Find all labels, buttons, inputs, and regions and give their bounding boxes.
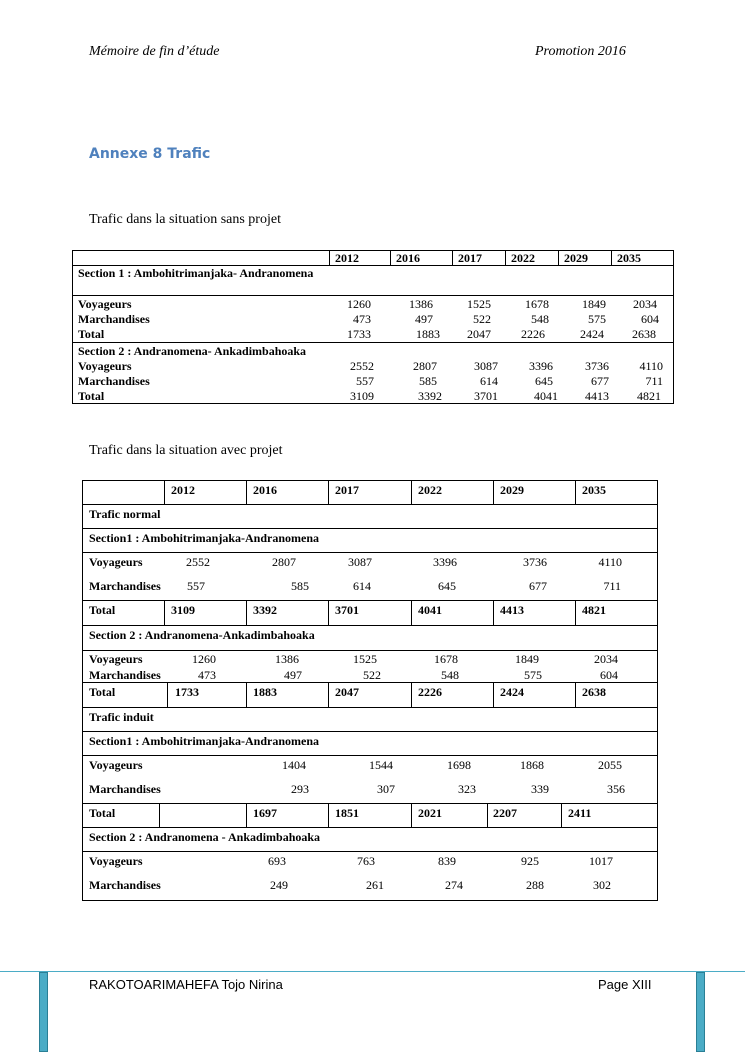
t1-cell: 2226 xyxy=(521,327,545,341)
t2-year: 2017 xyxy=(335,483,359,497)
t1-cell: 4041 xyxy=(534,389,558,403)
t1-row-label: Voyageurs xyxy=(78,359,132,373)
t2-cell: 288 xyxy=(526,878,544,892)
t2-cell: 2047 xyxy=(335,685,359,699)
t2-year: 2035 xyxy=(582,483,606,497)
t2-cell: 1883 xyxy=(253,685,277,699)
t1-cell: 2807 xyxy=(413,359,437,373)
t1-year: 2017 xyxy=(458,251,482,265)
t1-cell: 2552 xyxy=(350,359,374,373)
t1-row-label: Total xyxy=(78,327,105,341)
t2-row-label: Total xyxy=(89,806,116,820)
t2-cell: 711 xyxy=(603,579,621,593)
t1-cell: 3087 xyxy=(474,359,498,373)
t1-section1-title: Section 1 : Ambohitrimanjaka- Andranomena xyxy=(78,266,314,280)
t1-section2-title: Section 2 : Andranomena- Ankadimbahoaka xyxy=(78,344,307,358)
t2-year: 2016 xyxy=(253,483,277,497)
t2-n-s1-title: Section1 : Ambohitrimanjaka-Andranomena xyxy=(89,531,320,545)
footer-right-bar xyxy=(696,972,705,1052)
t2-n-s2-title: Section 2 : Andranomena-Ankadimbahoaka xyxy=(89,628,315,642)
t2-cell: 839 xyxy=(438,854,456,868)
t1-cell: 522 xyxy=(473,312,491,326)
t2-cell: 1525 xyxy=(353,652,377,666)
t2-year: 2012 xyxy=(171,483,195,497)
t2-cell: 604 xyxy=(600,668,618,682)
t1-cell: 3109 xyxy=(350,389,374,403)
t2-cell: 307 xyxy=(377,782,395,796)
t2-row-label: Marchandises xyxy=(89,782,161,796)
t2-normal-title: Trafic normal xyxy=(89,507,161,521)
t1-cell: 585 xyxy=(419,374,437,388)
t2-cell: 2021 xyxy=(418,806,442,820)
t2-cell: 3701 xyxy=(335,603,359,617)
t2-cell: 585 xyxy=(291,579,309,593)
t1-year: 2022 xyxy=(511,251,535,265)
t2-cell: 1544 xyxy=(369,758,393,772)
t2-cell: 2424 xyxy=(500,685,524,699)
t1-row-label: Marchandises xyxy=(78,374,150,388)
t1-cell: 1525 xyxy=(467,297,491,311)
t1-cell: 1733 xyxy=(347,327,371,341)
t1-cell: 575 xyxy=(588,312,606,326)
t2-cell: 1386 xyxy=(275,652,299,666)
t2-cell: 2411 xyxy=(568,806,592,820)
t1-cell: 4110 xyxy=(639,359,663,373)
t2-cell: 473 xyxy=(198,668,216,682)
header-left: Mémoire de fin d’étude xyxy=(89,44,220,59)
t2-cell: 3087 xyxy=(348,555,372,569)
footer-author: RAKOTOARIMAHEFA Tojo Nirina xyxy=(89,977,283,992)
t2-cell: 1404 xyxy=(282,758,306,772)
t1-cell: 2424 xyxy=(580,327,604,341)
t1-cell: 3701 xyxy=(474,389,498,403)
t2-cell: 925 xyxy=(521,854,539,868)
t1-cell: 614 xyxy=(480,374,498,388)
t2-cell: 2055 xyxy=(598,758,622,772)
t2-cell: 3396 xyxy=(433,555,457,569)
table2-caption: Trafic dans la situation avec projet xyxy=(89,443,283,458)
t2-cell: 575 xyxy=(524,668,542,682)
t1-row-label: Voyageurs xyxy=(78,297,132,311)
t2-cell: 3736 xyxy=(523,555,547,569)
t1-cell: 2638 xyxy=(632,327,656,341)
t2-row-label: Voyageurs xyxy=(89,652,143,666)
t2-row-label: Voyageurs xyxy=(89,854,143,868)
t2-row-label: Voyageurs xyxy=(89,555,143,569)
t2-cell: 3392 xyxy=(253,603,277,617)
t1-cell: 2047 xyxy=(467,327,491,341)
t2-cell: 249 xyxy=(270,878,288,892)
t1-cell: 2034 xyxy=(633,297,657,311)
t2-year: 2029 xyxy=(500,483,524,497)
t1-cell: 3736 xyxy=(585,359,609,373)
t1-cell: 1849 xyxy=(582,297,606,311)
t1-year: 2035 xyxy=(617,251,641,265)
t2-cell: 323 xyxy=(458,782,476,796)
t1-cell: 473 xyxy=(353,312,371,326)
t2-cell: 302 xyxy=(593,878,611,892)
t2-cell: 3109 xyxy=(171,603,195,617)
t2-cell: 274 xyxy=(445,878,463,892)
t2-cell: 497 xyxy=(284,668,302,682)
t2-row-label: Voyageurs xyxy=(89,758,143,772)
t2-cell: 557 xyxy=(187,579,205,593)
t2-cell: 693 xyxy=(268,854,286,868)
footer-rule xyxy=(0,971,745,972)
t2-cell: 261 xyxy=(366,878,384,892)
t2-row-label: Total xyxy=(89,603,116,617)
t2-cell: 2638 xyxy=(582,685,606,699)
t2-cell: 4041 xyxy=(418,603,442,617)
t2-row-label: Marchandises xyxy=(89,579,161,593)
t2-row-label: Marchandises xyxy=(89,668,161,682)
t1-cell: 1260 xyxy=(347,297,371,311)
t2-cell: 1698 xyxy=(447,758,471,772)
t2-cell: 1017 xyxy=(589,854,613,868)
t2-cell: 1260 xyxy=(192,652,216,666)
t2-cell: 2226 xyxy=(418,685,442,699)
t1-cell: 711 xyxy=(645,374,663,388)
t1-cell: 645 xyxy=(535,374,553,388)
t2-cell: 645 xyxy=(438,579,456,593)
footer-left-bar xyxy=(39,972,48,1052)
t2-cell: 356 xyxy=(607,782,625,796)
t2-cell: 1851 xyxy=(335,806,359,820)
t1-year: 2016 xyxy=(396,251,420,265)
t1-row-label: Marchandises xyxy=(78,312,150,326)
t2-row-label: Total xyxy=(89,685,116,699)
t2-cell: 4413 xyxy=(500,603,524,617)
t2-cell: 614 xyxy=(353,579,371,593)
t1-year: 2029 xyxy=(564,251,588,265)
t1-cell: 548 xyxy=(531,312,549,326)
t2-cell: 2207 xyxy=(493,806,517,820)
t2-cell: 2807 xyxy=(272,555,296,569)
t1-row-label: Total xyxy=(78,389,105,403)
t2-row-label: Marchandises xyxy=(89,878,161,892)
t1-cell: 1883 xyxy=(416,327,440,341)
t2-cell: 522 xyxy=(363,668,381,682)
t2-i-s1-title: Section1 : Ambohitrimanjaka-Andranomena xyxy=(89,734,320,748)
t1-cell: 4821 xyxy=(637,389,661,403)
t2-cell: 4821 xyxy=(582,603,606,617)
t1-cell: 1678 xyxy=(525,297,549,311)
t1-cell: 3392 xyxy=(418,389,442,403)
t1-cell: 557 xyxy=(356,374,374,388)
t2-cell: 1868 xyxy=(520,758,544,772)
t1-cell: 3396 xyxy=(529,359,553,373)
t2-cell: 339 xyxy=(531,782,549,796)
t1-cell: 604 xyxy=(641,312,659,326)
t2-i-s2-title: Section 2 : Andranomena - Ankadimbahoaka xyxy=(89,830,321,844)
t1-cell: 1386 xyxy=(409,297,433,311)
t2-cell: 763 xyxy=(357,854,375,868)
t2-cell: 293 xyxy=(291,782,309,796)
t2-cell: 1678 xyxy=(434,652,458,666)
t1-cell: 677 xyxy=(591,374,609,388)
annex-title: Annexe 8 Trafic xyxy=(89,146,211,162)
t1-cell: 4413 xyxy=(585,389,609,403)
t2-cell: 4110 xyxy=(598,555,622,569)
t2-cell: 2034 xyxy=(594,652,618,666)
t2-cell: 548 xyxy=(441,668,459,682)
footer-page-number: Page XIII xyxy=(598,977,652,992)
t2-cell: 1849 xyxy=(515,652,539,666)
t2-cell: 1697 xyxy=(253,806,277,820)
header-right: Promotion 2016 xyxy=(535,44,626,59)
t2-year: 2022 xyxy=(418,483,442,497)
t2-cell: 1733 xyxy=(175,685,199,699)
t2-cell: 2552 xyxy=(186,555,210,569)
t1-year: 2012 xyxy=(335,251,359,265)
t2-induit-title: Trafic induit xyxy=(89,710,154,724)
t2-cell: 677 xyxy=(529,579,547,593)
t1-cell: 497 xyxy=(415,312,433,326)
table1-caption: Trafic dans la situation sans projet xyxy=(89,212,281,227)
